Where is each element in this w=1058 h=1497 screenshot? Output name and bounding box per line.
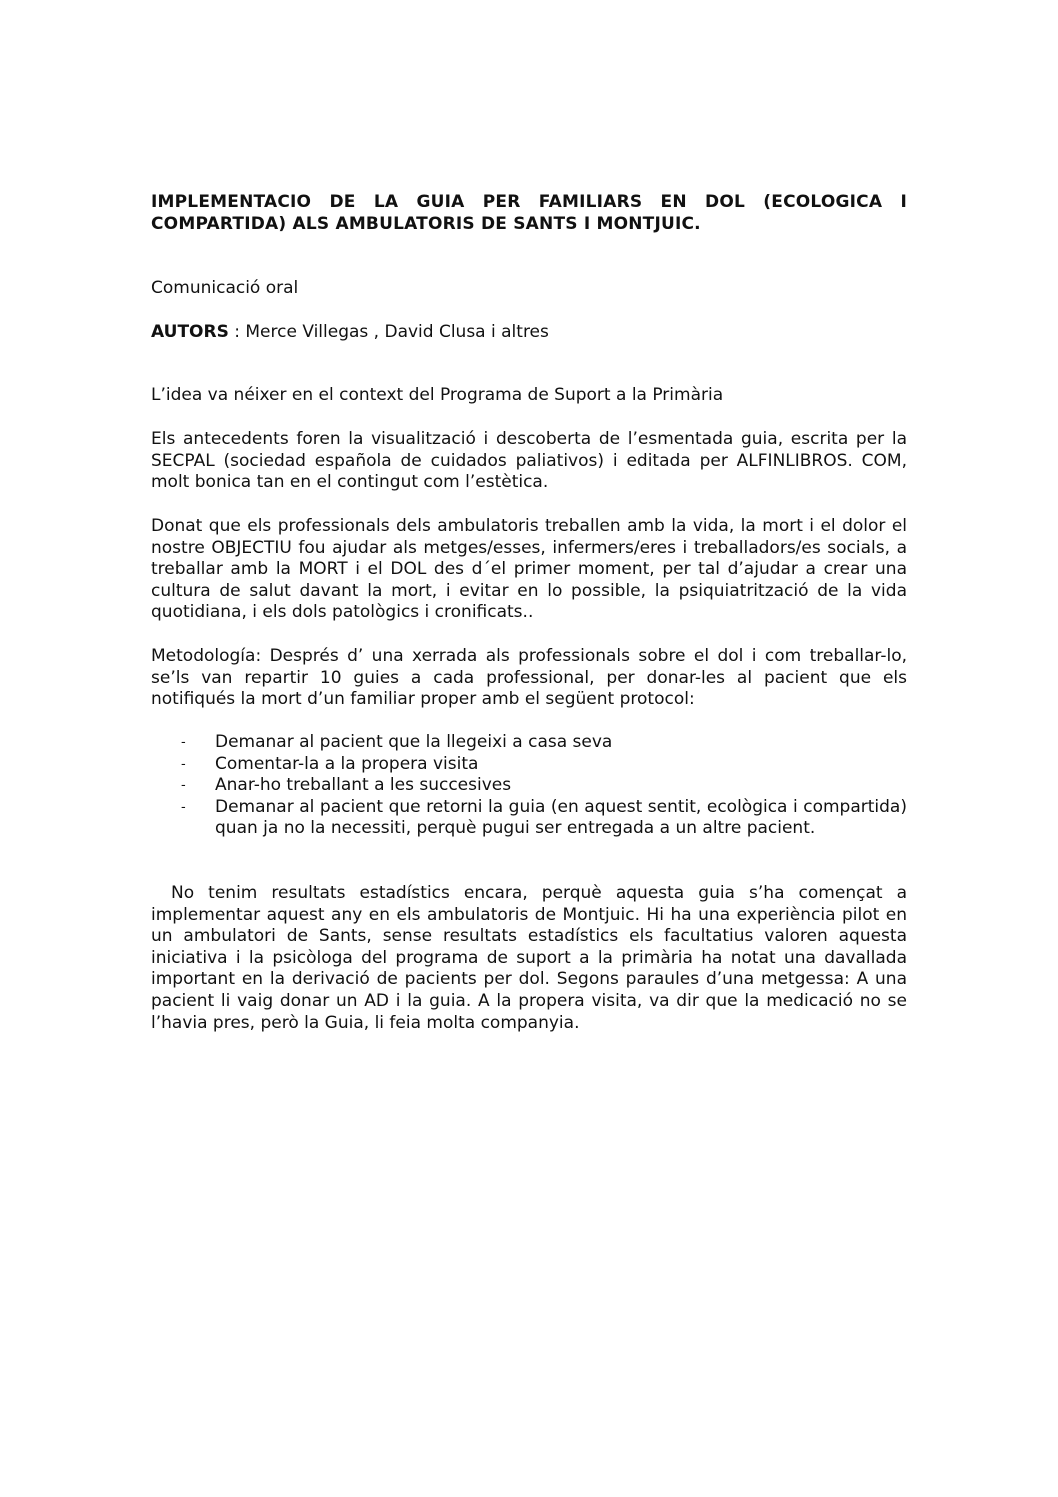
authors-value: : Merce Villegas , David Clusa i altres bbox=[228, 322, 549, 342]
list-dash: - bbox=[181, 756, 186, 772]
protocol-list bbox=[151, 732, 907, 840]
list-dash: - bbox=[181, 799, 186, 815]
list-item bbox=[151, 775, 907, 797]
list-dash: - bbox=[181, 778, 186, 794]
paragraph-context: L’idea va néixer en el context del Programa de Suport a la Primària bbox=[151, 385, 724, 405]
authors-line bbox=[151, 322, 907, 344]
list-item-text: Anar-ho treballant a les succesives bbox=[215, 775, 512, 796]
list-item-text: Demanar al pacient que la llegeixi a casa seva bbox=[215, 732, 613, 752]
paragraph-conclusion: No tenim resultats estadístics encara, perquè aquesta guia s’ha començat a implementar aquest any en els ambulatoris de Montjuic. Hi ha una experiència pilot en un ambulatori de Sants, sense resultats estadístics els facultatius valoren aquesta iniciativa i la psicòloga del programa de suport a la primària ha notat una davallada important en la derivació de pacients per dol. Segons paraules d’una metgessa: A una pacient li vaig donar un AD i la guia. A la propera visita, va dir que la medicació no se l’havia pres, però la Guia, li feia molta companyia. bbox=[151, 883, 907, 1033]
list-item bbox=[151, 754, 907, 776]
paragraph-objective: Donat que els professionals dels ambulatoris treballen amb la vida, la mort i el dolor el nostre OBJECTIU fou ajudar als metges/esses, infermers/eres i treballadors/es socials, a treballar amb la MORT i el DOL des d´el primer moment, per tal d’ajudar a crear una cultura de salut davant la mort, i evitar en lo possible, la psiquiatrització de la vida quotidiana, i els dols patològics i cronificats.. bbox=[151, 516, 907, 623]
paragraph-methodology: Metodología: Després d’ una xerrada als professionals sobre el dol i com treballar-lo, se’ls van repartir 10 guies a cada professional, per donar-les al pacient que els notifiqués la mort d’un familiar proper amb el següent protocol: bbox=[151, 646, 907, 710]
document-subtitle: Comunicació oral bbox=[151, 278, 299, 298]
authors-label: AUTORS bbox=[151, 322, 229, 342]
paragraph-background: Els antecedents foren la visualització i descoberta de l’esmentada guia, escrita per la SECPAL (sociedad española de cuidados paliativos) i editada per ALFINLIBROS. COM, molt bonica tan en el contingut com l’estètica. bbox=[151, 429, 907, 493]
document-title: IMPLEMENTACIO DE LA GUIA PER FAMILIARS EN DOL (ECOLOGICA I COMPARTIDA) ALS AMBULATORIS DE SANTS I MONTJUIC. bbox=[151, 192, 907, 234]
list-item bbox=[151, 732, 907, 754]
list-item bbox=[151, 797, 907, 840]
list-dash: - bbox=[181, 735, 186, 750]
list-item-text: Demanar al pacient que retorni la guia (en aquest sentit, ecològica i compartida) quan ja no la necessiti, perquè pugui ser entregada a un altre pacient. bbox=[215, 796, 907, 839]
list-item-text: Comentar-la a la propera visita bbox=[215, 753, 479, 774]
